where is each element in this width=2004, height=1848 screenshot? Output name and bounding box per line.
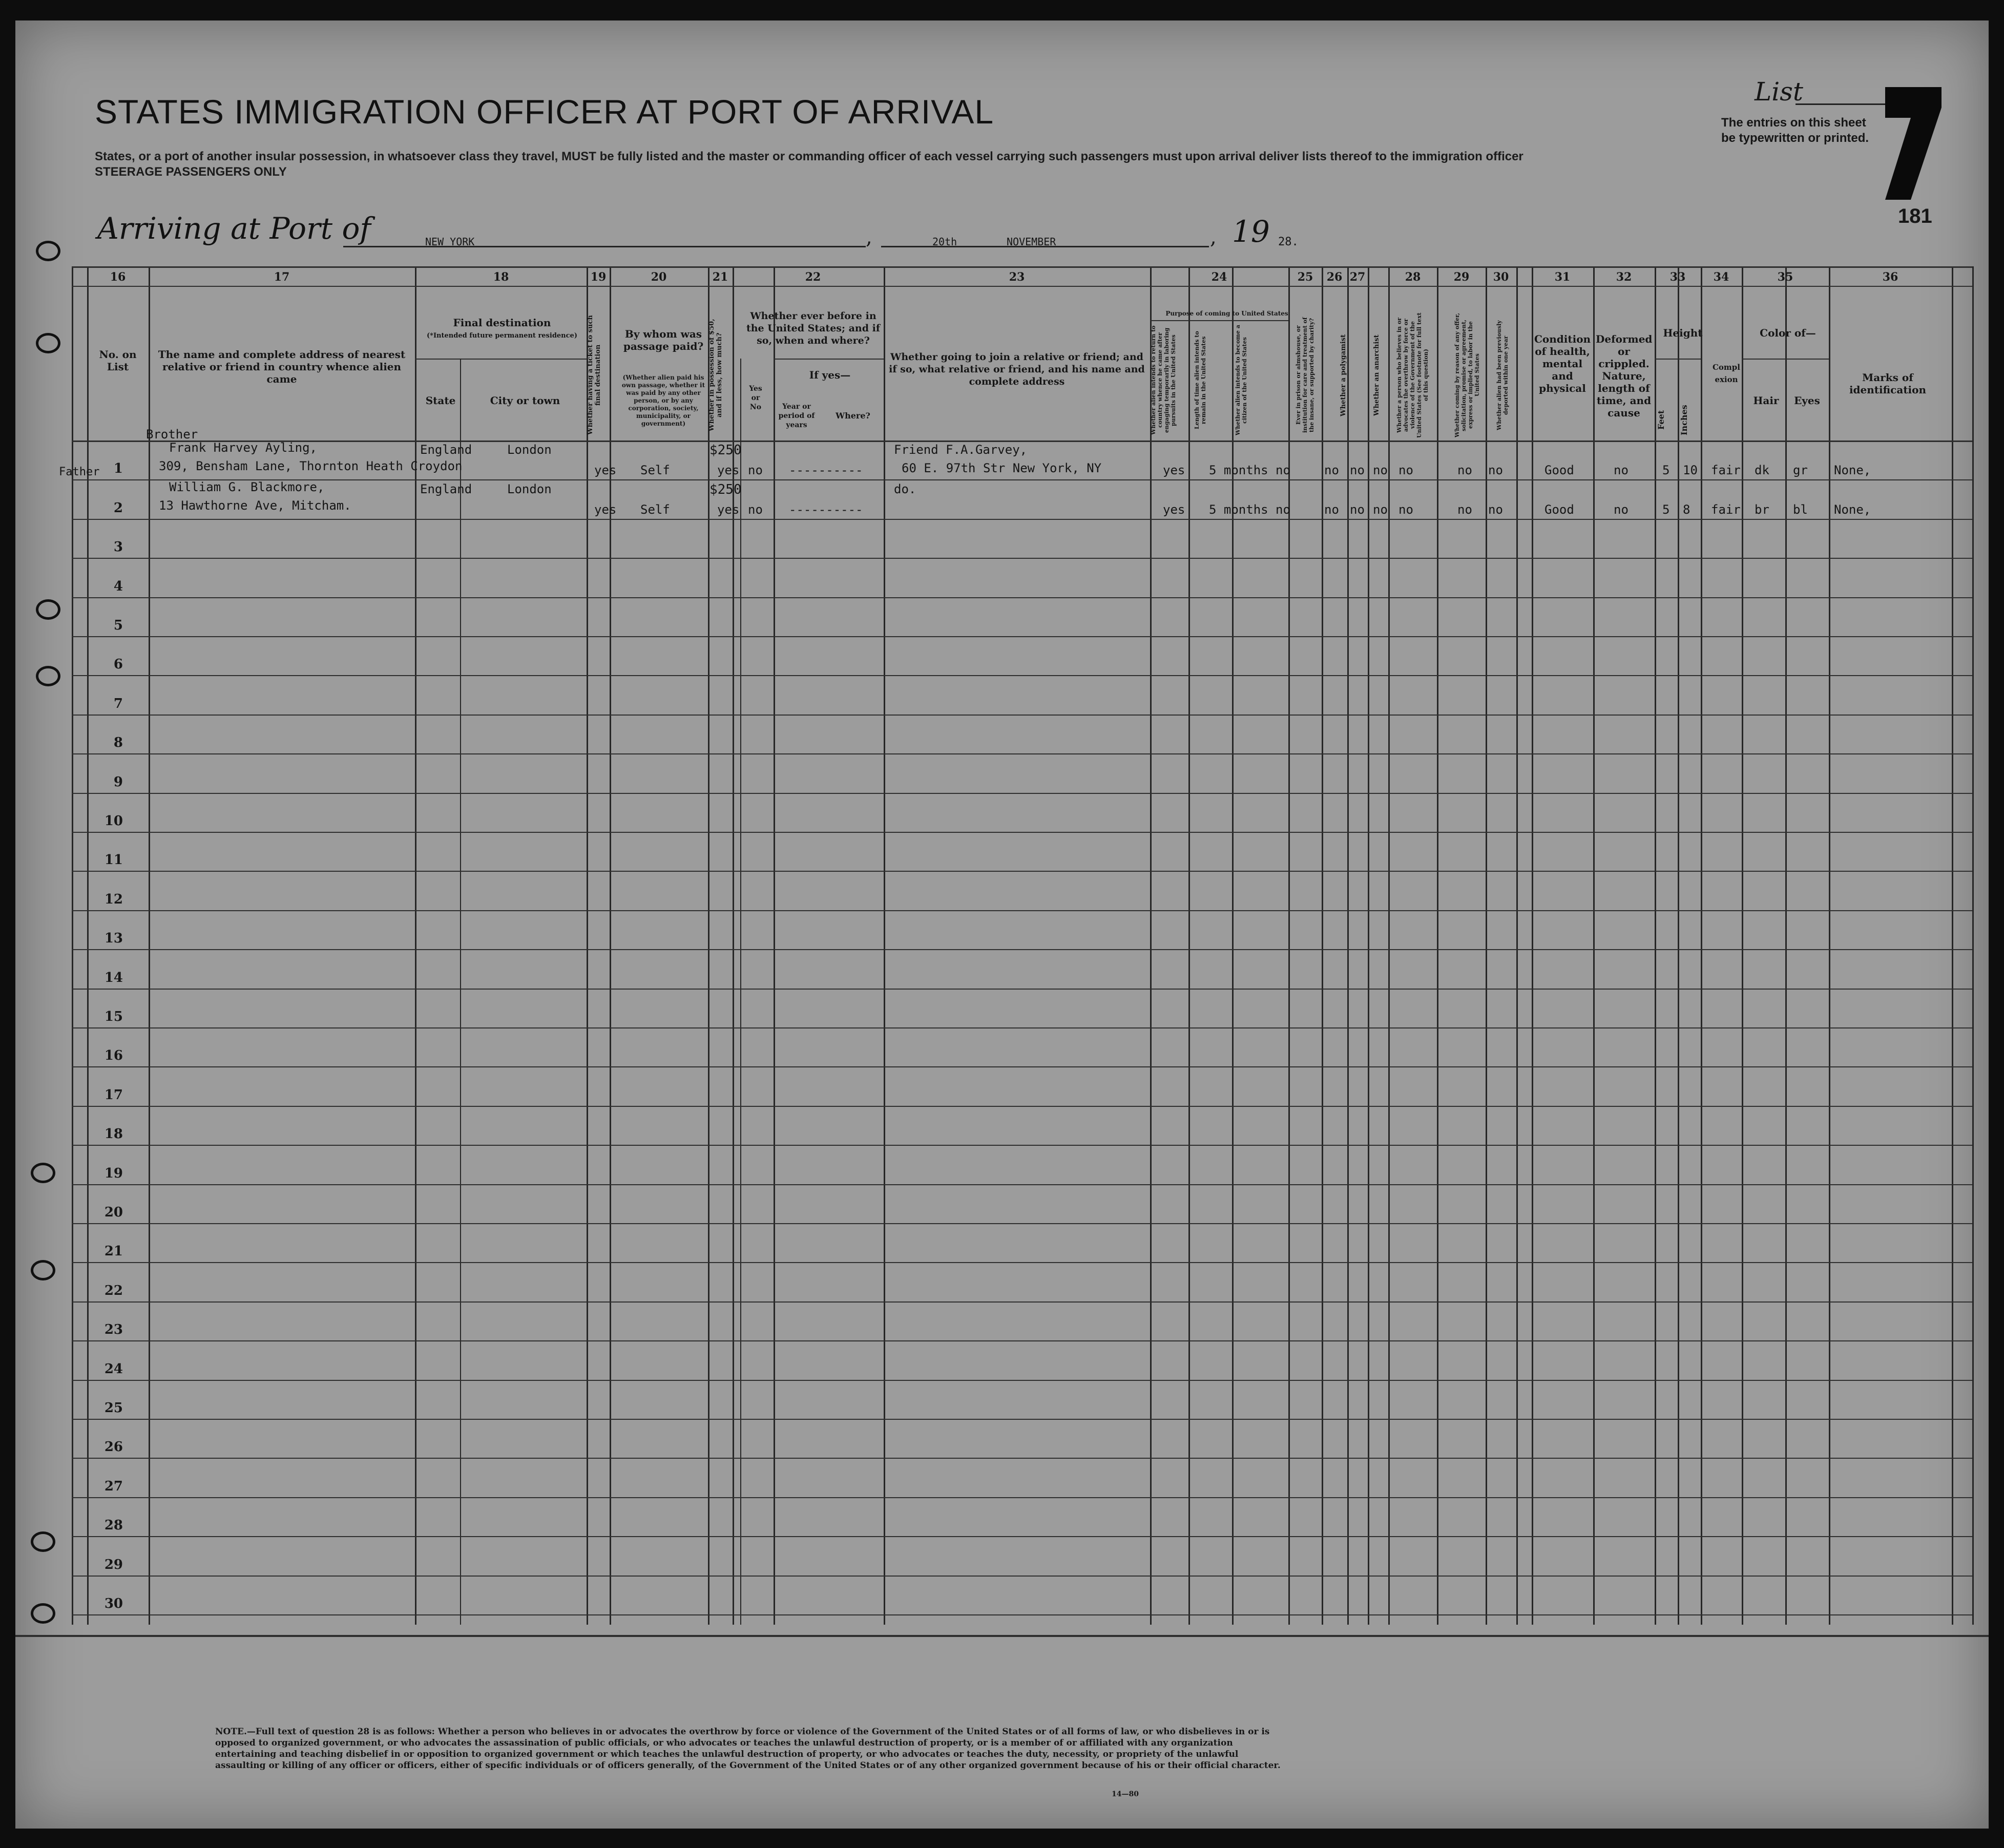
row-rule [72, 1419, 1972, 1420]
row-rule [72, 910, 1972, 911]
deformed-answer: no [1614, 502, 1629, 517]
column-rule [1486, 266, 1487, 1625]
column-rule [884, 266, 885, 1625]
column-number: 26 [1326, 270, 1343, 284]
row-rule [72, 1614, 1972, 1615]
steerage-label: STEERAGE PASSENGERS ONLY [95, 165, 287, 179]
row-rule [72, 1497, 1972, 1498]
destination-state: England [420, 443, 472, 457]
health-condition: Good [1544, 463, 1574, 478]
row-rule [72, 871, 1972, 872]
binding-ring [31, 1603, 55, 1624]
health-condition: Good [1544, 502, 1574, 517]
column-number: 34 [1713, 270, 1729, 284]
row-number: 6 [113, 657, 123, 673]
column-rule [1532, 266, 1533, 1625]
column-rule [1972, 266, 1974, 1625]
relative-address: 309, Bensham Lane, Thornton Heath Croydon [159, 459, 463, 474]
paid-by: Self [640, 502, 670, 517]
deported-answer: no [1488, 502, 1503, 517]
hdr-where: Where? [836, 411, 870, 421]
column-number: 19 [590, 270, 607, 284]
prison-answer: no [1324, 463, 1339, 478]
row-rule [72, 558, 1972, 559]
row-rule [72, 636, 1972, 637]
column-number: 20 [651, 270, 667, 284]
column-rule [1678, 266, 1679, 1625]
hair-color: br [1755, 502, 1769, 517]
eye-color: bl [1793, 502, 1808, 517]
length-of-stay: 5 months [1209, 463, 1268, 478]
row-number: 21 [104, 1244, 123, 1259]
return-answer: yes [1163, 502, 1185, 517]
row-number: 18 [104, 1126, 123, 1142]
anarchist-answer: no [1373, 502, 1388, 517]
hdr-ever-before: Whether ever before in the United States; and if so, when and where? [746, 310, 881, 346]
row-number: 1 [113, 461, 123, 477]
form-number: 14—80 [1112, 1790, 1139, 1798]
row-number: 3 [113, 539, 123, 555]
contract-answer: no [1457, 463, 1472, 478]
table-top-rule [72, 266, 1972, 268]
column-number: 29 [1453, 270, 1470, 284]
hair-color: dk [1755, 463, 1769, 478]
column-number: 31 [1554, 270, 1571, 284]
row-rule [72, 1576, 1972, 1577]
hdr-year-period: Year or period of years [778, 403, 815, 429]
ticket-answer: yes [594, 502, 617, 517]
column-number: 25 [1297, 270, 1313, 284]
polygamist-answer: no [1350, 502, 1365, 517]
hdr-height: Height [1663, 327, 1703, 339]
row-number: 29 [104, 1557, 123, 1572]
hdr-purpose-return: Whether alien intends to return to country whence he came after engaging temporarily in laboring pursuits in the United States [1150, 325, 1177, 435]
form-subtitle: States, or a port of another insular possession, in whatsoever class they travel, MUST be fully listed and the master or commanding officer of each vessel carrying such passengers must upon arrival deliver lists thereof to the immigration officer [95, 150, 1523, 163]
identification-marks: None, [1834, 502, 1871, 517]
row-rule [72, 1223, 1972, 1224]
row-number: 14 [104, 970, 123, 985]
column-rule [1188, 266, 1190, 1625]
hdr-prison: Ever in prison or almshouse, or institution for care and treatment of the insane, or supported by charity? [1295, 317, 1315, 433]
destination-state: England [420, 481, 472, 496]
table-bottom-rule [15, 1635, 1989, 1637]
money-answer: yes [717, 463, 740, 478]
row-number: 12 [104, 891, 123, 907]
year-suffix: 28. [1278, 236, 1299, 248]
money-answer: yes [717, 502, 740, 517]
row-number: 7 [113, 696, 123, 711]
hdr-purpose-citizen: Whether alien intends to become a citizen of the United States [1235, 325, 1248, 436]
column-number: 33 [1669, 270, 1686, 284]
anarchist-answer: no [1373, 463, 1388, 478]
column-number: 27 [1349, 270, 1366, 284]
row-number: 17 [104, 1087, 123, 1103]
hdr-relative-address: The name and complete address of nearest relative or friend in country whence alien came [158, 348, 406, 385]
hdr-hair: Hair [1753, 394, 1779, 407]
day-value: 20th [932, 236, 957, 248]
month-value: NOVEMBER [1007, 236, 1056, 248]
row-rule [72, 1145, 1972, 1146]
destination-city: London [507, 443, 552, 457]
prison-answer: no [1324, 502, 1339, 517]
column-number: 22 [805, 270, 821, 284]
ever-before-detail: ---------- [789, 463, 863, 478]
relation-label: Brother [146, 427, 198, 442]
hdr-possession-50: Whether in possession of $50, and if less, how much? [708, 319, 723, 432]
binding-ring [31, 1163, 55, 1183]
hdr-purpose: Purpose of coming to United States [1165, 310, 1288, 317]
row-number: 24 [104, 1361, 123, 1377]
paid-by: Self [640, 463, 670, 478]
row-number: 9 [113, 774, 123, 790]
row-number: 11 [104, 852, 123, 868]
column-number: 18 [493, 270, 509, 284]
hdr-contract: Whether coming by reason of any offer, solicitation, promise or agreement, express or implied, to labor in the United States [1454, 312, 1480, 438]
height-inches: 10 [1683, 463, 1698, 478]
row-rule [72, 675, 1972, 676]
column-number: 35 [1777, 270, 1793, 284]
polygamist-answer: no [1350, 463, 1365, 478]
row-rule [72, 753, 1972, 754]
hdr-deported: Whether alien had been previously deported within one year [1496, 320, 1509, 430]
form-title: STATES IMMIGRATION OFFICER AT PORT OF ARRIVAL [95, 93, 994, 131]
row-rule [72, 1262, 1972, 1263]
column-rule [149, 266, 150, 1625]
row-rule [72, 1380, 1972, 1381]
deported-answer: no [1488, 463, 1503, 478]
row-rule [72, 1536, 1972, 1537]
column-number: 16 [110, 270, 126, 284]
hdr-inches: Inches [1679, 405, 1689, 435]
column-number: 17 [274, 270, 290, 284]
hdr-state: State [425, 394, 456, 407]
hdr-join-relative: Whether going to join a relative or friend; and if so, what relative or friend, and his name and complete address [889, 351, 1145, 387]
row-number: 27 [104, 1478, 123, 1494]
footnote: NOTE.—Full text of question 28 is as follows: Whether a person who believes in or advocates the overthrow by force or violence of the Government of the United States or of all forms of law, or who disbelieves in or is opposed to organized government, or who advocates the assassination of public officials, or who advocates or teaches the unlawful destruction of property, or is a member of or affiliated with any organization entertaining and teaching disbelief in or opposition to organized government or which teaches the unlawful destruction of property, or who advocates or teaches the duty, necessity, or propriety of the unlawful assaulting or killing of any officer or officers, either of specific individuals or of officers generally, of the Government of the United States or of any other organized government because of his or their official character. [215, 1727, 1281, 1771]
overthrow-answer: no [1398, 502, 1413, 517]
citizen-answer: no [1276, 463, 1290, 478]
relative-name: Frank Harvey Ayling, [169, 440, 317, 455]
hdr-city: City or town [490, 394, 560, 407]
contract-answer: no [1457, 502, 1472, 517]
row-rule [72, 597, 1972, 598]
height-feet: 5 [1662, 463, 1670, 478]
column-rule [1516, 266, 1518, 1625]
hdr-color-of: Color of— [1760, 327, 1816, 339]
citizen-answer: no [1276, 502, 1290, 517]
column-number: 28 [1405, 270, 1421, 284]
column-rule [1593, 266, 1595, 1625]
column-rule [708, 266, 709, 1625]
state-city-rule [460, 359, 461, 1625]
hdr-no-on-list: No. on List [99, 348, 137, 373]
hdr-feet: Feet [1656, 410, 1666, 430]
row-number: 15 [104, 1009, 123, 1024]
overthrow-answer: no [1398, 463, 1413, 478]
column-number: 21 [712, 270, 728, 284]
height-feet: 5 [1662, 502, 1670, 517]
port-value: NEW YORK [425, 236, 475, 248]
ticket-answer: yes [594, 463, 617, 478]
column-rule [1655, 266, 1656, 1625]
row-rule [72, 479, 1972, 480]
row-number: 13 [104, 931, 123, 947]
ever-before: no [748, 502, 763, 517]
eye-color: gr [1793, 463, 1808, 478]
hdr-final-destination-note: (*Intended future permanent residence) [427, 332, 577, 340]
row-rule [72, 832, 1972, 833]
hdr-ticket: Whether having a ticket to such final destination [587, 315, 602, 435]
comma-2: , [1210, 225, 1217, 249]
column-rule [1347, 266, 1349, 1625]
row-rule [72, 1066, 1972, 1067]
row-rule [72, 1340, 1972, 1341]
height-inches: 8 [1683, 502, 1690, 517]
column-rule [1701, 266, 1702, 1625]
row-number: 16 [104, 1048, 123, 1064]
row-number: 25 [104, 1400, 123, 1416]
ever-before: no [748, 463, 763, 478]
join-relative: Friend F.A.Garvey, [894, 443, 1028, 457]
column-rule [774, 266, 775, 1625]
row-number: 26 [104, 1439, 123, 1455]
row-number: 23 [104, 1322, 123, 1338]
binding-ring [36, 333, 60, 353]
row-number: 5 [113, 618, 123, 633]
deformed-answer: no [1614, 463, 1629, 478]
hdr-complexion: Complexion [1712, 363, 1740, 384]
destination-city: London [507, 481, 552, 496]
row-number: 19 [104, 1165, 123, 1181]
relative-name: William G. Blackmore, [169, 479, 325, 494]
row-rule [72, 793, 1972, 794]
hdr-anarchist: Whether an anarchist [1373, 334, 1381, 416]
column-rule [1829, 266, 1830, 1625]
subhdr-rule [1742, 359, 1829, 360]
page-number: 181 [1898, 205, 1932, 227]
column-number: 32 [1616, 270, 1632, 284]
row-rule [72, 1301, 1972, 1303]
subhdr-rule [774, 359, 884, 360]
header-bottom-rule [72, 440, 1972, 442]
binding-ring [36, 599, 60, 620]
row-number: 22 [104, 1283, 123, 1298]
column-number: 36 [1882, 270, 1898, 284]
yesno-rule [740, 359, 741, 1625]
binding-ring [36, 666, 60, 686]
column-rule [587, 266, 588, 1625]
hdr-eyes: Eyes [1794, 394, 1820, 407]
hdr-marks: Marks of identification [1849, 371, 1927, 396]
manifest-sheet [15, 20, 1989, 1829]
row-number: 20 [104, 1205, 123, 1220]
column-number: 23 [1009, 270, 1025, 284]
length-of-stay: 5 months [1209, 502, 1268, 517]
row-rule [72, 715, 1972, 716]
hdr-deformed: Deformed or crippled. Nature, length of time, and cause [1596, 333, 1653, 419]
hdr-yes-no: Yes or No [749, 385, 762, 411]
row-number: 10 [104, 813, 123, 829]
column-number: 24 [1211, 270, 1227, 284]
column-rule [1388, 266, 1390, 1625]
column-rule [1150, 266, 1152, 1625]
return-answer: yes [1163, 463, 1185, 478]
hdr-polygamist: Whether a polygamist [1340, 334, 1347, 416]
column-number: 30 [1493, 270, 1509, 284]
complexion: fair [1711, 502, 1741, 517]
hdr-purpose-length: Length of time alien intends to remain in the United States [1194, 331, 1207, 430]
row-number: 2 [113, 500, 123, 516]
row-rule [72, 949, 1972, 950]
binding-ring [31, 1531, 55, 1552]
row-number: 30 [104, 1596, 123, 1611]
year-prefix: 19 [1232, 214, 1270, 249]
column-number-rule [72, 286, 1972, 287]
binding-ring [31, 1260, 55, 1280]
complexion: fair [1711, 463, 1741, 478]
column-rule [1437, 266, 1438, 1625]
row-rule [72, 1027, 1972, 1028]
identification-marks: None, [1834, 463, 1871, 478]
column-rule [1322, 266, 1323, 1625]
money-amount: $250 [709, 481, 742, 497]
join-address: 60 E. 97th Str New York, NY [902, 461, 1102, 476]
hdr-condition: Condition of health, mental and physical [1534, 333, 1591, 394]
hdr-passage-paid: By whom was passage paid? [623, 328, 704, 352]
hdr-overthrow: Whether a person who believes in or advocates the overthrow by force or violence of the Government of the United States (See footnote for full text of this question) [1396, 312, 1429, 438]
arriving-label: Arriving at Port of [97, 211, 371, 246]
list-label: List [1755, 77, 1803, 107]
column-rule [1368, 266, 1369, 1625]
relation-label: Father [59, 465, 100, 478]
binding-ring [36, 241, 60, 261]
comma-1: , [866, 225, 872, 249]
ever-before-detail: ---------- [789, 502, 863, 517]
hdr-if-yes: If yes— [809, 369, 851, 381]
row-rule [72, 1106, 1972, 1107]
relative-address: 13 Hawthorne Ave, Mitcham. [159, 498, 351, 513]
subhdr-rule [1150, 320, 1288, 321]
column-rule [1742, 266, 1743, 1625]
money-amount: $250 [709, 443, 742, 458]
subhdr-rule [415, 359, 587, 360]
column-rule [1785, 266, 1787, 1625]
row-rule [72, 1184, 1972, 1185]
row-number: 28 [104, 1518, 123, 1534]
entries-note: The entries on this sheet be typewritten or printed. [1721, 116, 1869, 145]
hdr-final-destination: Final destination [453, 317, 551, 329]
row-rule [72, 519, 1972, 520]
row-number: 4 [113, 578, 123, 594]
row-rule [72, 989, 1972, 990]
join-relative: do. [894, 481, 916, 496]
row-rule [72, 1458, 1972, 1459]
hdr-passage-paid-note: (Whether alien paid his own passage, whether it was paid by any other person, or by any corporation, society, municipality, or government) [621, 374, 705, 427]
column-rule [1952, 266, 1953, 1625]
manifest-table [15, 20, 1989, 1829]
subhdr-rule [1655, 359, 1701, 360]
row-number: 8 [113, 735, 123, 751]
